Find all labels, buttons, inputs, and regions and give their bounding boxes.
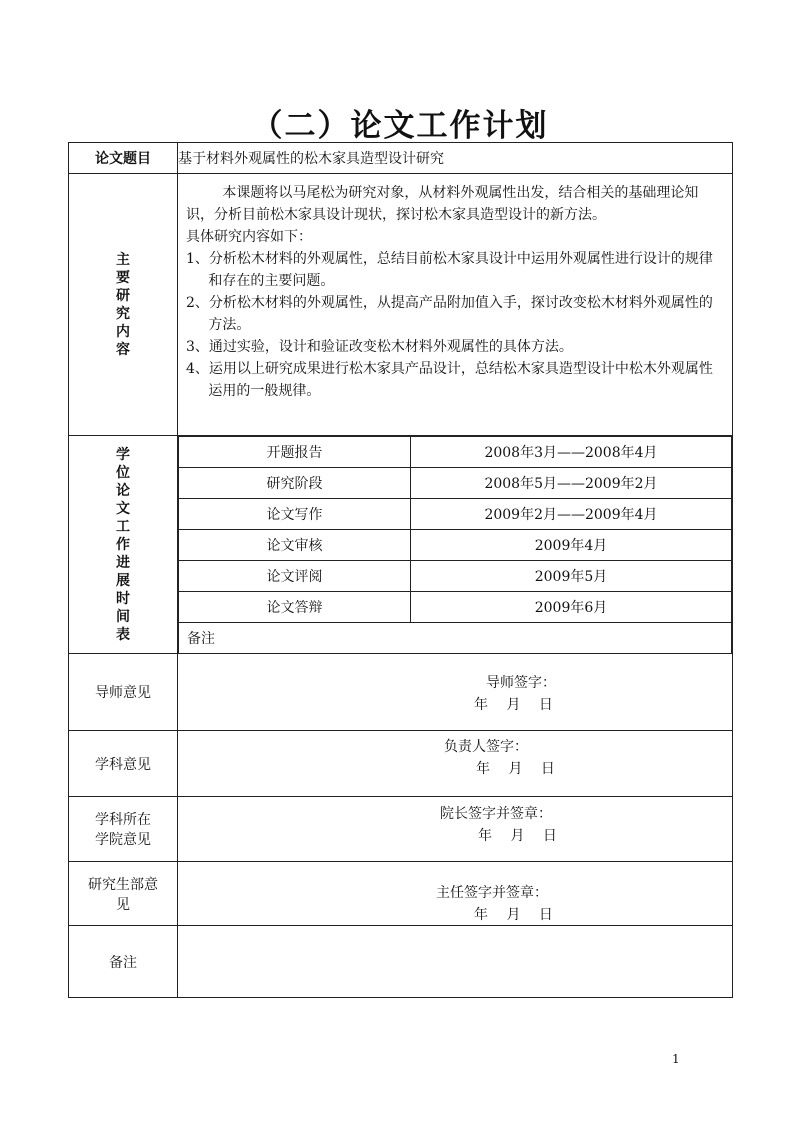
schedule-label-char: 进 <box>116 554 130 571</box>
schedule-stage: 开题报告 <box>179 437 411 468</box>
discipline-signature: 负责人签字： <box>444 739 528 755</box>
research-item: 3、通过实验，设计和验证改变松木材料外观属性的具体方法。 <box>186 339 573 355</box>
topic-value: 基于材料外观属性的松木家具造型设计研究 <box>178 143 733 174</box>
discipline-date: 年 月 日 <box>476 761 555 777</box>
schedule-label-char: 展 <box>116 572 130 589</box>
research-item: 2、分析松木材料的外观属性，从提高产品附加值入手，探讨改变松木材料外观属性的方法。 <box>186 295 713 333</box>
schedule-label-cell <box>69 436 178 654</box>
research-content-cell <box>178 174 733 436</box>
graduate-row <box>69 862 733 926</box>
advisor-cell <box>178 654 733 731</box>
advisor-sign-block <box>178 654 732 730</box>
schedule-label-char: 学 <box>116 446 130 463</box>
graduate-signature: 主任签字并签章： <box>436 885 548 901</box>
page-number: 1 <box>672 1052 680 1066</box>
schedule-time: 2009年4月 <box>411 530 732 561</box>
schedule-entry <box>179 530 732 561</box>
schedule-stage: 论文写作 <box>179 499 411 530</box>
research-label-char: 主 <box>116 251 130 268</box>
schedule-remark-row <box>179 623 732 654</box>
advisor-label: 导师意见 <box>69 654 178 731</box>
schedule-table <box>178 436 732 653</box>
research-label-char: 内 <box>116 323 130 340</box>
schedule-label-char: 工 <box>116 518 130 535</box>
remark-row <box>69 926 733 998</box>
work-plan-table <box>68 142 733 998</box>
college-cell <box>178 797 733 862</box>
schedule-row <box>69 436 733 654</box>
college-label-line: 学院意见 <box>95 832 151 848</box>
schedule-label-char: 位 <box>116 464 130 481</box>
schedule-label-char: 作 <box>116 536 130 553</box>
advisor-date: 年 月 日 <box>474 697 553 713</box>
schedule-time: 2008年3月——2008年4月 <box>411 437 732 468</box>
remark-label: 备注 <box>69 926 178 998</box>
college-sign-block <box>178 797 732 861</box>
schedule-cell <box>178 436 733 654</box>
schedule-time: 2008年5月——2009年2月 <box>411 468 732 499</box>
research-label-cell <box>69 174 178 436</box>
schedule-remark: 备注 <box>179 623 732 654</box>
topic-row <box>69 143 733 174</box>
schedule-entry <box>179 561 732 592</box>
research-label-char: 容 <box>116 341 130 358</box>
schedule-entry <box>179 592 732 623</box>
discipline-cell <box>178 731 733 797</box>
schedule-stage: 论文评阅 <box>179 561 411 592</box>
graduate-date: 年 月 日 <box>474 907 553 923</box>
college-label <box>69 797 178 862</box>
graduate-label <box>69 862 178 926</box>
college-signature: 院长签字并签章： <box>440 806 552 822</box>
advisor-signature: 导师签字： <box>486 675 556 691</box>
research-label-char: 究 <box>116 305 130 322</box>
discipline-label: 学科意见 <box>69 731 178 797</box>
advisor-row <box>69 654 733 731</box>
schedule-label-char: 论 <box>116 482 130 499</box>
schedule-entry <box>179 499 732 530</box>
page-title: （二）论文工作计划 <box>251 108 549 144</box>
college-row <box>69 797 733 862</box>
topic-label: 论文题目 <box>69 143 178 174</box>
discipline-row <box>69 731 733 797</box>
research-item: 4、运用以上研究成果进行松木家具产品设计，总结松木家具造型设计中松木外观属性运用的一般规律。 <box>186 361 713 399</box>
schedule-stage: 研究阶段 <box>179 468 411 499</box>
schedule-time: 2009年5月 <box>411 561 732 592</box>
schedule-label-char: 文 <box>116 500 130 517</box>
graduate-cell <box>178 862 733 926</box>
discipline-sign-block <box>178 731 732 796</box>
schedule-entry <box>179 468 732 499</box>
schedule-stage: 论文答辩 <box>179 592 411 623</box>
remark-cell <box>178 926 733 998</box>
schedule-time: 2009年6月 <box>411 592 732 623</box>
college-label-line: 学科所在 <box>95 812 151 828</box>
research-intro: 本课题将以马尾松为研究对象，从材料外观属性出发，结合相关的基础理论知识，分析目前松木家具设计现状，探讨松木家具造型设计的新方法。 <box>186 185 699 223</box>
schedule-label <box>69 446 177 644</box>
research-label <box>69 251 177 359</box>
graduate-sign-block <box>178 862 732 925</box>
graduate-label-line: 见 <box>116 896 130 913</box>
schedule-entry <box>179 437 732 468</box>
schedule-label-char: 表 <box>116 626 130 643</box>
college-date: 年 月 日 <box>478 828 557 844</box>
schedule-stage: 论文审核 <box>179 530 411 561</box>
graduate-label-line: 研究生部意 <box>88 876 158 893</box>
schedule-label-char: 时 <box>116 590 130 607</box>
research-label-char: 研 <box>116 287 130 304</box>
research-content <box>178 174 732 412</box>
research-row <box>69 174 733 436</box>
research-lead: 具体研究内容如下： <box>186 229 312 245</box>
schedule-time: 2009年2月——2009年4月 <box>411 499 732 530</box>
research-label-char: 要 <box>116 269 130 286</box>
schedule-label-char: 间 <box>116 608 130 625</box>
research-item: 1、分析松木材料的外观属性，总结目前松木家具设计中运用外观属性进行设计的规律和存在的主要问题。 <box>186 251 713 289</box>
